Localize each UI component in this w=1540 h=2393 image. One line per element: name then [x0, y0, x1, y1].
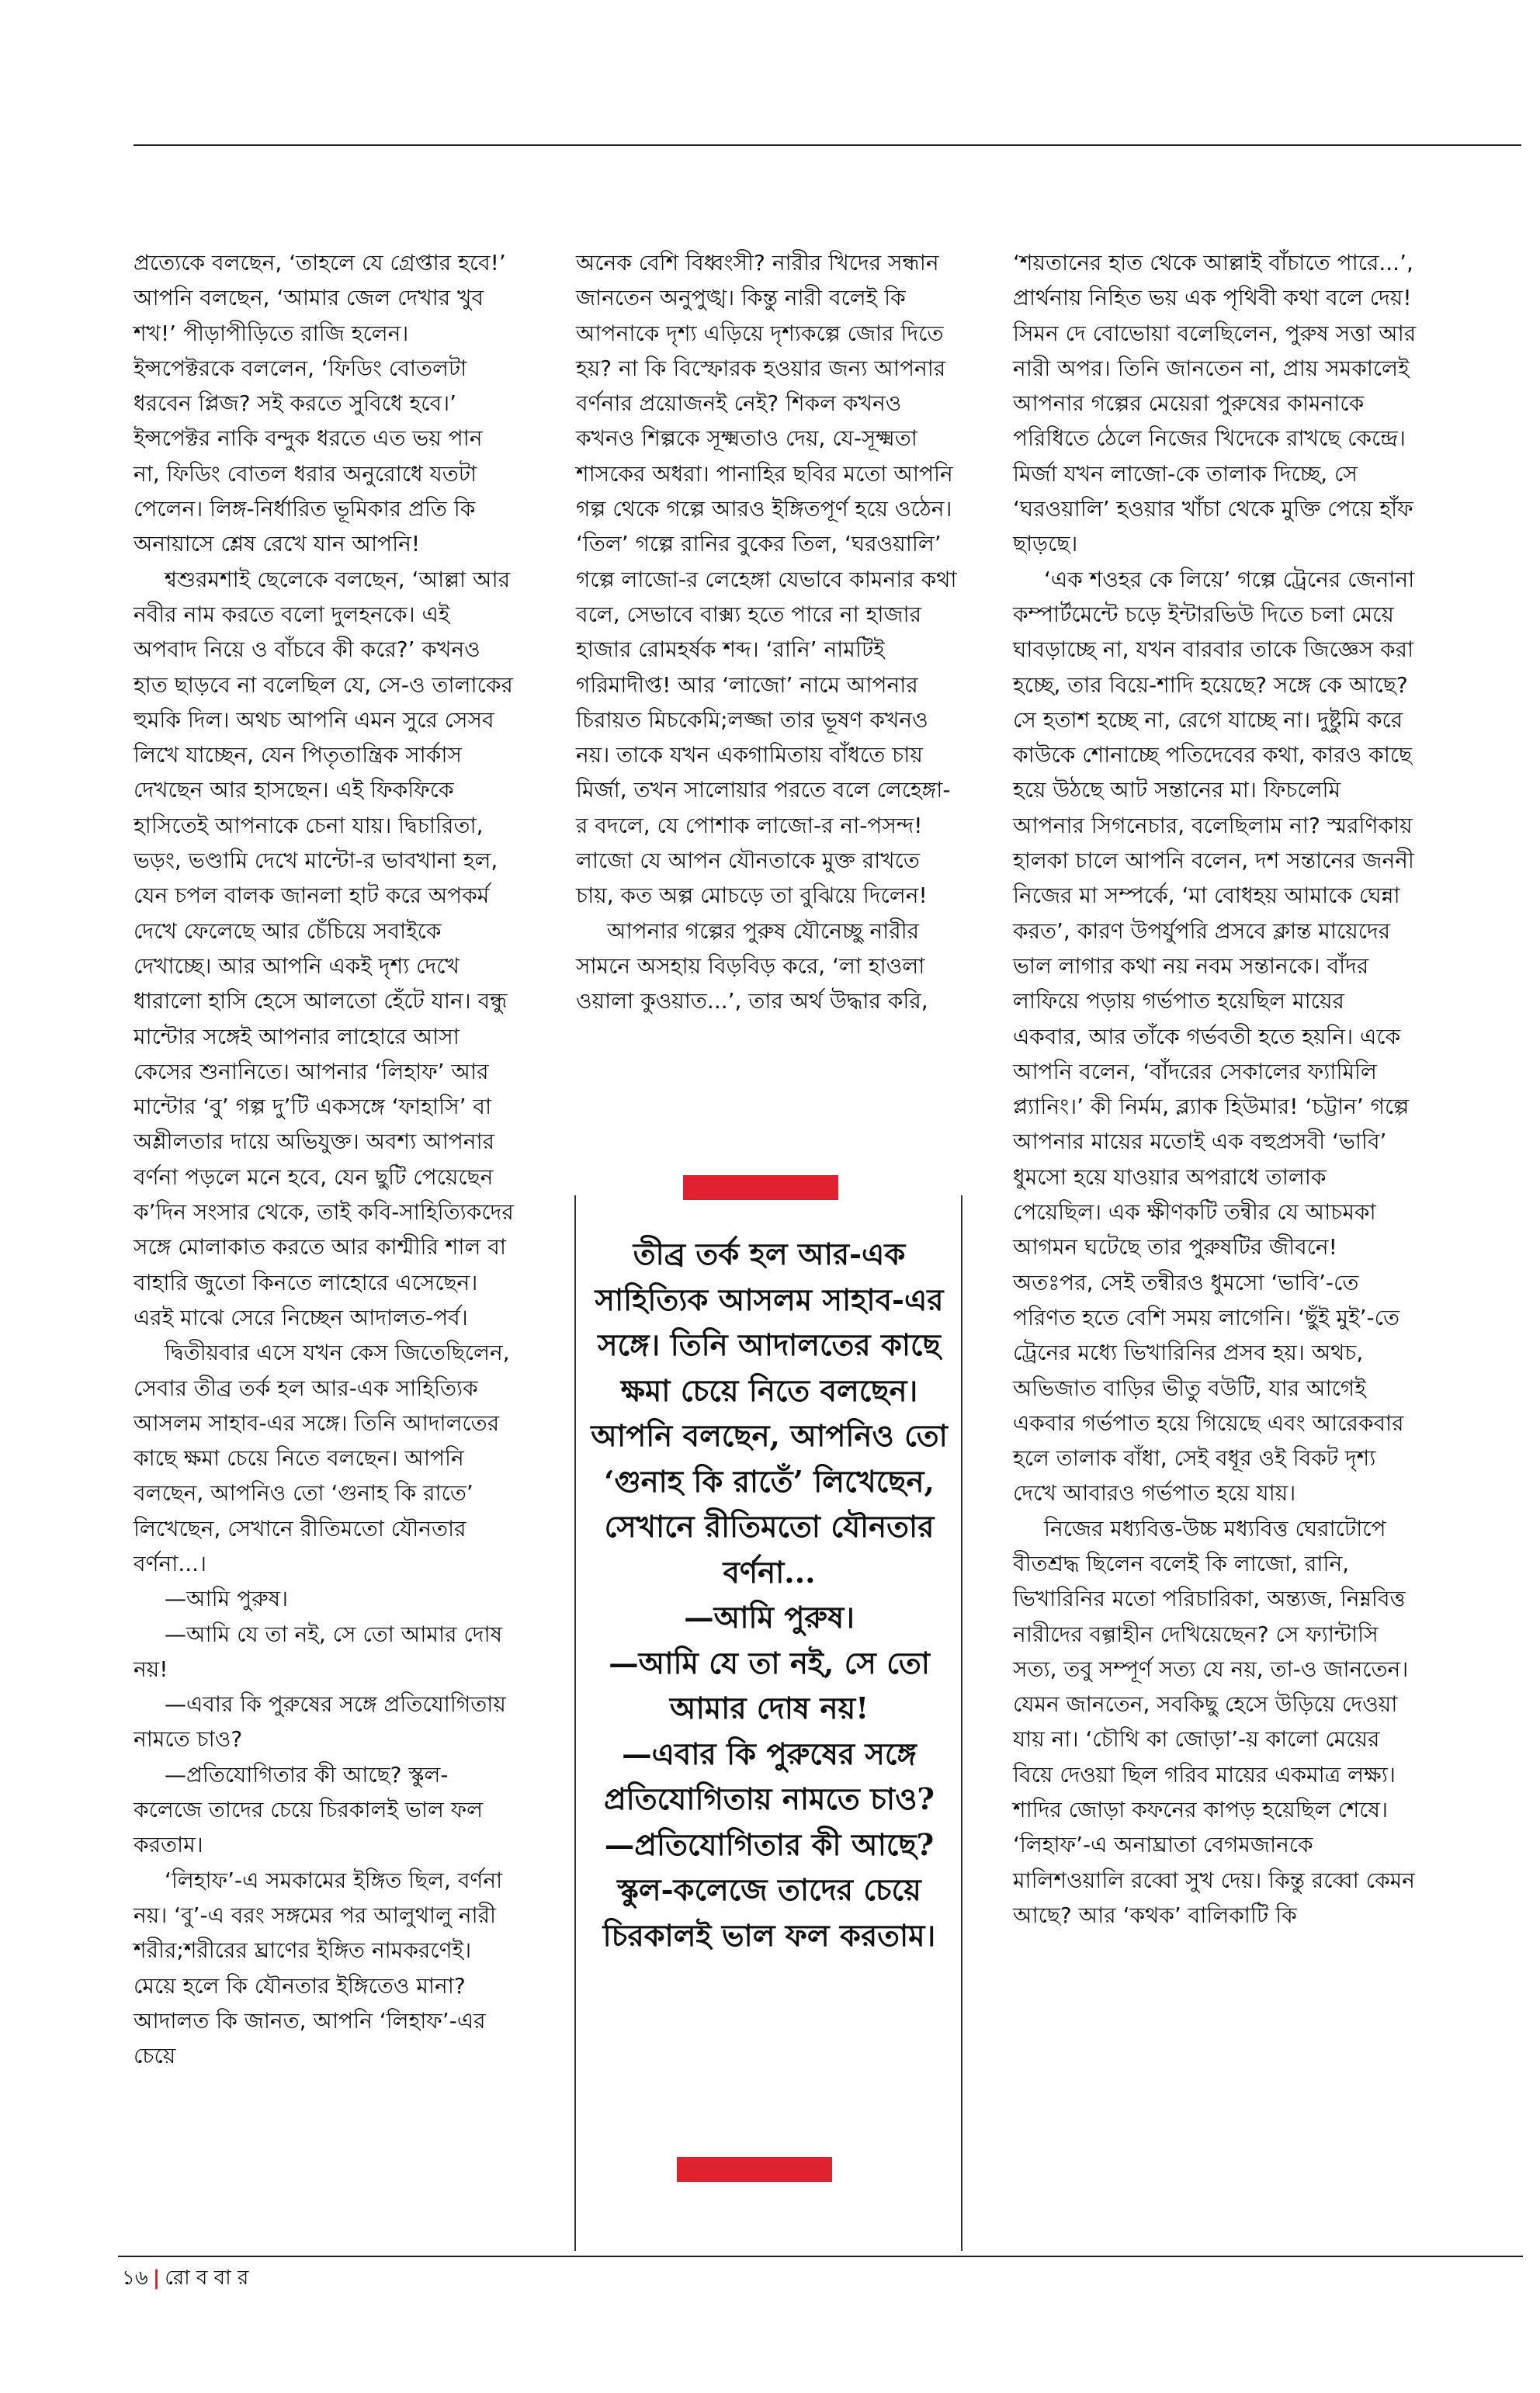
page-footer: [122, 2265, 248, 2291]
article-column-2: [576, 245, 959, 1019]
publication-name: রো ব বা র: [165, 2266, 249, 2290]
paragraph: ‘শয়তানের হাত থেকে আল্লাই বাঁচাতে পারে...’, প্রার্থনায় নিহিত ভয় এক পৃথিবী কথা বলে দেয়! সিমন দে বোভোয়া বলেছিলেন, পুরুষ সত্তা আর নারী অপর। তিনি জানতেন না, প্রায় সমকালেই আপনার গল্পের মেয়েরা পুরুষের কামনাকে পরিধিতে ঠেলে নিজের খিদেকে রাখছে কেন্দ্রে। মির্জা যখন লাজো-কে তালাক দিচ্ছে, সে ‘ঘরওয়ালি’ হওয়ার খাঁচা থেকে মুক্তি পেয়ে হাঁফ ছাড়ছে।: [1013, 250, 1417, 557]
page-number: ১৬: [122, 2266, 148, 2290]
paragraph: আপনার গল্পের পুরুষ যৌনেচ্ছু নারীর সামনে অসহায় বিড়বিড় করে, ‘লা হাওলা ওয়ালা কুওয়াত...’, তার অর্থ উদ্ধার করি,: [576, 917, 928, 1014]
dialogue-line: —আমি পুরুষ।: [165, 1586, 289, 1612]
article-column-1: [134, 245, 515, 2073]
bottom-rule: [118, 2256, 1523, 2257]
paragraph: প্রত্যেকে বলছেন, ‘তাহলে যে গ্রেপ্তার হবে!’ আপনি বলছেন, ‘আমার জেল দেখার খুব শখ!’ পীড়াপীড়িতে রাজি হলেন। ইন্সপেক্টরকে বললেন, ‘ফিডিং বোতলটা ধরবেন প্লিজ? সই করতে সুবিধে হবে।’ ইন্সপেক্টর নাকি বন্দুক ধরতে এত ভয় পান না, ফিডিং বোতল ধরার অনুরোধে যতটা পেলেন। লিঙ্গ-নির্ধারিত ভূমিকার প্রতি কি অনায়াসে শ্লেষ রেখে যান আপনি!: [134, 250, 506, 557]
pull-quote-accent-bar-top: [683, 1175, 838, 1200]
article-column-3: [1013, 245, 1417, 1933]
pull-quote-line: —এবার কি পুরুষের সঙ্গে প্রতিযোগিতায় নামতে চাও?: [604, 1736, 935, 1817]
paragraph: অনেক বেশি বিধ্বংসী? নারীর খিদের সন্ধান জানতেন অনুপুঙ্খ। কিন্তু নারী বলেই কি আপনাকে দৃশ্য এড়িয়ে দৃশ্যকল্পে জোর দিতে হয়? না কি বিস্ফোরক হওয়ার জন্য আপনার বর্ণনার প্রয়োজনই নেই? শিকল কখনও কখনও শিল্পকে সূক্ষ্মতাও দেয়, যে-সূক্ষ্মতা শাসকের অধরা। পানাহির ছবির মতো আপনি গল্প থেকে গল্পে আরও ইঙ্গিতপূর্ণ হয়ে ওঠেন। ‘তিল’ গল্পে রানির বুকের তিল, ‘ঘরওয়ালি’ গল্পে লাজো-র লেহেঙ্গা যেভাবে কামনার কথা বলে, সেভাবে বাক্স্য হতে পারে না হাজার হাজার রোমহর্ষক শব্দ। ‘রানি’ নামটিই গরিমাদীপ্ত! আর ‘লাজো’ নামে আপনার চিরায়ত মিচকেমি;লজ্জা তার ভূষণ কখনও নয়। তাকে যখন একগামিতায় বাঁধতে চায় মির্জা, তখন সালোয়ার পরতে বলে লেহেঙ্গা-র বদলে, যে পোশাক লাজো-র না-পসন্দ! লাজো যে আপন যৌনতাকে মুক্ত রাখতে চায়, কত অল্প মোচড়ে তা বুঝিয়ে দিলেন!: [576, 250, 957, 909]
dialogue-line: —আমি যে তা নই, সে তো আমার দোষ নয়!: [134, 1621, 503, 1682]
pull-quote-accent-bar-bottom: [677, 2157, 832, 2182]
paragraph: শ্বশুরমশাই ছেলেকে বলছেন, ‘আল্লা আর নবীর নাম করতে বলো দুলহনকে। এই অপবাদ নিয়ে ও বাঁচবে কী করে?’ কখনও হাত ছাড়বে না বলেছিল যে, সে-ও তালাকের হুমকি দিল। অথচ আপনি এমন সুরে সেসব লিখে যাচ্ছেন, যেন পিতৃতান্ত্রিক সার্কাস দেখছেন আর হাসছেন। এই ফিকফিকে হাসিতেই আপনাকে চেনা যায়। দ্বিচারিতা, ভড়ং, ভণ্ডামি দেখে মান্টো-র ভাবখানা হল, যেন চপল বালক জানলা হাট করে অপকর্ম দেখে ফেলেছে আর চেঁচিয়ে সবাইকে দেখাচ্ছে। আর আপনি একই দৃশ্য দেখে ধারালো হাসি হেসে আলতো হেঁটে যান। বন্ধু মান্টোর সঙ্গেই আপনার লাহোরে আসা কেসের শুনানিতে। আপনার ‘লিহাফ’ আর মান্টোর ‘বু’ গল্প দু’টি একসঙ্গে ‘ফাহাসি’ বা অশ্লীলতার দায়ে অভিযুক্ত। অবশ্য আপনার বর্ণনা পড়লে মনে হবে, যেন ছুটি পেয়েছেন ক’দিন সংসার থেকে, তাই কবি-সাহিত্যিকদের সঙ্গে মোলাকাত করতে আর কাশ্মীরি শাল বা বাহারি জুতো কিনতে লাহোরে এসেছেন। এরই মাঝে সেরে নিচ্ছেন আদালত-পর্ব।: [134, 566, 514, 1330]
pull-quote-text: তীব্র তর্ক হল আর-এক সাহিত্যিক আসলম সাহাব-এর সঙ্গে। তিনি আদালতের কাছে ক্ষমা চেয়ে নিতে বলছেন। আপনি বলছেন, আপনিও তো ‘গুনাহ কি রাতেঁ’ লিখেছেন, সেখানে রীতিমতো যৌনতার বর্ণনা...: [591, 1237, 948, 1590]
pull-quote-line: —আমি পুরুষ।: [684, 1601, 855, 1635]
pull-quote-line: —আমি যে তা নই, সে তো আমার দোষ নয়!: [609, 1646, 930, 1726]
top-rule: [134, 144, 1521, 146]
paragraph: নিজের মধ্যবিত্ত-উচ্চ মধ্যবিত্ত ঘেরাটোপে বীতশ্রদ্ধ ছিলেন বলেই কি লাজো, রানি, ভিখারিনির মতো পরিচারিকা, অন্ত্যজ, নিম্নবিত্ত নারীদের বল্গাহীন দেখিয়েছেন? সে ফ্যান্টাসি সত্য, তবু সম্পূর্ণ সত্য যে নয়, তা-ও জানতেন। যেমন জানতেন, সবকিছু হেসে উড়িয়ে দেওয়া যায় না। ‘চৌথি কা জোড়া’-য় কালো মেয়ের বিয়ে দেওয়া ছিল গরিব মায়ের একমাত্র লক্ষ্য। শাদির জোড়া কফনের কাপড় হয়েছিল শেষে। ‘লিহাফ’-এ অনাঘ্রাতা বেগমজানকে মালিশওয়ালি রব্বো সুখ দেয়। কিন্তু রব্বো কেমন আছে? আর ‘কথক’ বালিকাটি কি: [1013, 1515, 1415, 1928]
column-divider: [961, 1195, 962, 2251]
paragraph: ‘এক শওহর কে লিয়ে’ গল্পে ট্রেনের জেনানা কম্পার্টমেন্টে চড়ে ইন্টারভিউ দিতে চলা মেয়ে ঘাবড়াচ্ছে না, যখন বারবার তাকে জিজ্ঞেস করা হচ্ছে, তার বিয়ে-শাদি হয়েছে? সঙ্গে কে আছে? সে হতাশ হচ্ছে না, রেগে যাচ্ছে না। দুষ্টুমি করে কাউকে শোনাচ্ছে পতিদেবের কথা, কারও কাছে হয়ে উঠছে আট সন্তানের মা। ফিচলেমি আপনার সিগনেচার, বলেছিলাম না? স্মরণিকায় হালকা চালে আপনি বলেন, দশ সন্তানের জননী নিজের মা সম্পর্কে, ‘মা বোধহয় আমাকে ঘেন্না করত’, কারণ উপর্যুপরি প্রসবে ক্লান্ত মায়েদের ভাল লাগার কথা নয় নবম সন্তানকে। বাঁদর লাফিয়ে পড়ায় গর্ভপাত হয়েছিল মায়ের একবার, আর তাঁকে গর্ভবতী হতে হয়নি। একে আপনি বলেন, ‘বাঁদরের সেকালের ফ্যামিলি প্ল্যানিং।’ কী নির্মম, ব্ল্যাক হিউমার! ‘চট্টান’ গল্পে আপনার মায়ের মতোই এক বহুপ্রসবী ‘ভাবি’ ধুমসো হয়ে যাওয়ার অপরাধে তালাক পেয়েছিল। এক ক্ষীণকটি তন্বীর যে আচমকা আগমন ঘটেছে তার পুরুষটির জীবনে! অতঃপর, সেই তন্বীরও ধুমসো ‘ভাবি’-তে পরিণত হতে বেশি সময় লাগেনি। ‘ছুঁই মুই’-তে ট্রেনের মধ্যে ভিখারিনির প্রসব হয়। অথচ, অভিজাত বাড়ির ভীতু বউটি, যার আগেই একবার গর্ভপাত হয়ে গিয়েছে এবং আরেকবার হলে তালাক বাঁধা, সেই বধূর ওই বিকট দৃশ্য দেখে আবারও গর্ভপাত হয়ে যায়।: [1013, 566, 1415, 1507]
dialogue-line: —প্রতিযোগিতার কী আছে? স্কুল-কলেজে তাদের চেয়ে চিরকালই ভাল ফল করতাম।: [134, 1761, 484, 1858]
pull-quote-line: —প্রতিযোগিতার কী আছে? স্কুল-কলেজে তাদের চেয়ে চিরকালই ভাল ফল করতাম।: [602, 1827, 936, 1954]
footer-separator: |: [152, 2266, 161, 2290]
column-divider: [574, 1195, 576, 2251]
paragraph: দ্বিতীয়বার এসে যখন কেস জিতেছিলেন, সেবার তীব্র তর্ক হল আর-এক সাহিত্যিক আসলম সাহাব-এর সঙ্গে। তিনি আদালতের কাছে ক্ষমা চেয়ে নিতে বলছেন। আপনি বলছেন, আপনিও তো ‘গুনাহ কি রাতে’ লিখেছেন, সেখানে রীতিমতো যৌনতার বর্ণনা...।: [134, 1340, 510, 1576]
pull-quote: [587, 1233, 952, 1959]
paragraph: ‘লিহাফ’-এ সমকামের ইঙ্গিত ছিল, বর্ণনা নয়। ‘বু’-এ বরং সঙ্গমের পর আলুথালু নারী শরীর;শরীরের ঘ্রাণের ইঙ্গিত নামকরণেই। মেয়ে হলে কি যৌনতার ইঙ্গিতেও মানা? আদালত কি জানত, আপনি ‘লিহাফ’-এর চেয়ে: [134, 1867, 503, 2069]
dialogue-line: —এবার কি পুরুষের সঙ্গে প্রতিযোগিতায় নামতে চাও?: [134, 1691, 506, 1753]
